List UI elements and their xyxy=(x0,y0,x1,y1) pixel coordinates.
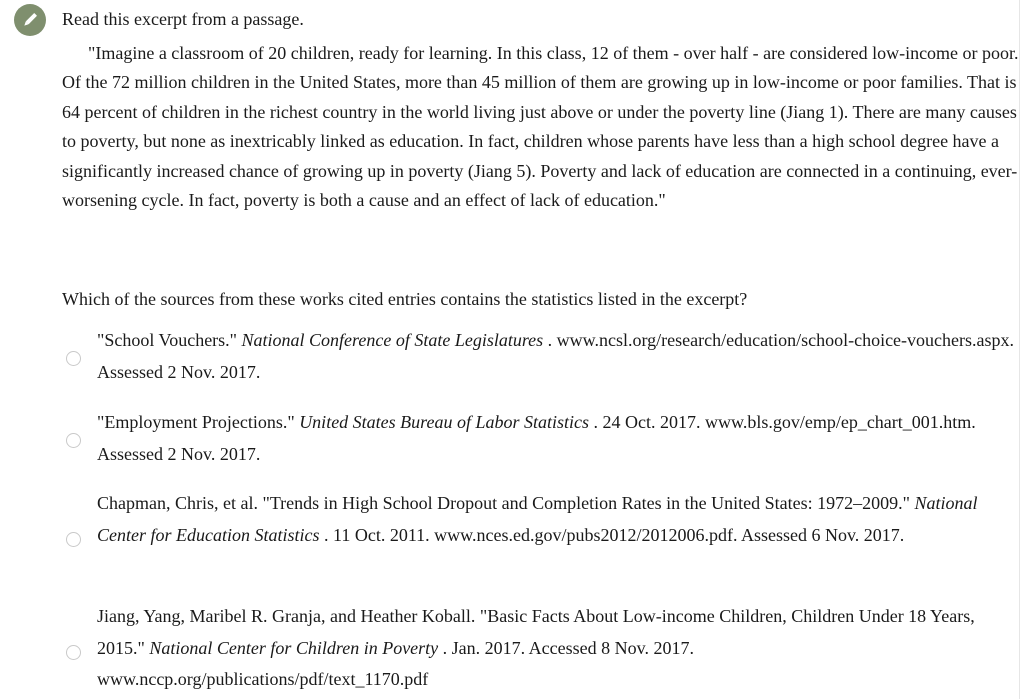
radio-button[interactable] xyxy=(66,645,81,660)
option-text: Chapman, Chris, et al. "Trends in High School Dropout and Completion Rates in the United States: 1972–2009." National Center for Education Statistics . 11 Oct. 2011. www.nces.ed.gov/pubs2012/2012006.pdf. Assessed 6 Nov. 2017. xyxy=(97,493,978,545)
source-title: National Center for Education Statistics xyxy=(97,493,978,545)
source-title: National Center for Children in Poverty xyxy=(149,637,439,658)
option-text: "Employment Projections." United States Bureau of Labor Statistics . 24 Oct. 2017. www.bls.gov/emp/ep_chart_001.htm. Assessed 2 Nov. 2017. xyxy=(97,412,976,464)
option-text: "School Vouchers." National Conference of State Legislatures . www.ncsl.org/research/education/school-choice-vouchers.aspx. Assessed 2 Nov. 2017. xyxy=(97,330,1015,382)
radio-button[interactable] xyxy=(66,532,81,547)
source-title: National Conference of State Legislatures xyxy=(241,330,544,350)
radio-button[interactable] xyxy=(66,433,81,448)
question-prompt: Which of the sources from these works cited entries contains the statistics listed in the excerpt? xyxy=(62,289,748,309)
question-intro: Read this excerpt from a passage. xyxy=(62,9,304,29)
radio-button[interactable] xyxy=(66,351,81,366)
source-title: United States Bureau of Labor Statistics xyxy=(299,412,590,432)
pencil-icon xyxy=(14,4,46,36)
passage-excerpt: "Imagine a classroom of 20 children, ready for learning. In this class, 12 of them - over half - are considered low-income or poor. Of the 72 million children in the United States, more than 45 million of them are growing up in low-income or poor families. That is 64 percent of children in the richest country in the world living just above or under the poverty line (Jiang 1). There are many causes to poverty, but none as inextricably linked as education. In fact, children whose parents have less than a high school degree have a significantly increased chance of growing up in poverty (Jiang 5). Poverty and lack of education are connected in a continuing, ever-worsening cycle. In fact, poverty is both a cause and an effect of lack of education." xyxy=(62,43,1019,211)
option-text: Jiang, Yang, Maribel R. Granja, and Heather Koball. "Basic Facts About Low-income Children, Children Under 18 Years, 2015." National Center for Children in Poverty . Jan. 2017. Accessed 8 Nov. 2017. www.nccp.org/publications/pdf/text_1170.pdf xyxy=(97,606,975,689)
